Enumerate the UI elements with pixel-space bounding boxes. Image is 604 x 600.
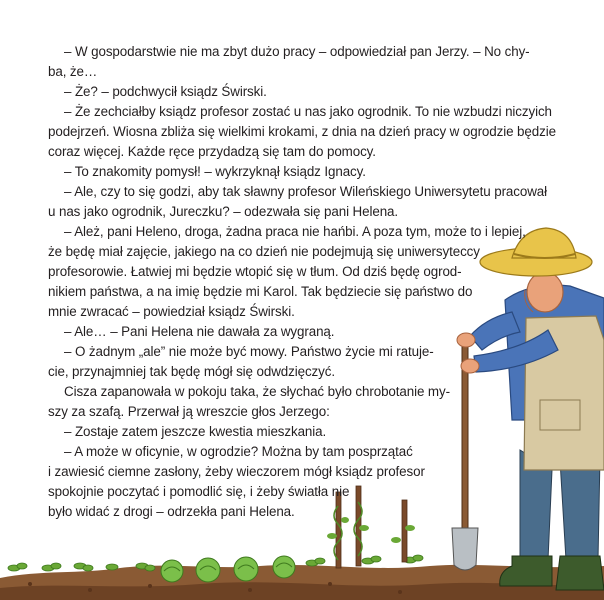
- text-line: u nas jako ogrodnik, Jureczku? – odezwała się pani Helena.: [48, 204, 399, 219]
- text-line: – A może w oficynie, w ogrodzie? Można by tam posprzątać: [64, 444, 413, 459]
- text-line: podejrzeń. Wiosna zbliża się wielkimi krokami, z dnia na dzień pracy w ogrodzie będzie: [48, 124, 556, 139]
- text-line: i zawiesić ciemne zasłony, żeby wieczorem mógł ksiądz profesor: [48, 464, 425, 479]
- text-line: – Ale, czy to się godzi, aby tak sławny profesor Wileńskiego Uniwersytetu pracował: [64, 184, 548, 199]
- text-line: mnie zwracać – powiedział ksiądz Świrski.: [48, 304, 295, 319]
- text-line: ba, że…: [48, 64, 98, 79]
- text-line: że będę miał zajęcie, jakiego na co dzień nie podejmują się uniwersyteccy: [48, 244, 480, 259]
- text-line: – Zostaje zatem jeszcze kwestia mieszkania.: [64, 424, 327, 439]
- text-line: Cisza zapanowała w pokoju taka, że słychać było chrobotanie my-: [64, 384, 450, 399]
- text-line: – O żadnym „ale” nie może być mowy. Państwo życie mi ratuje-: [64, 344, 434, 359]
- text-line: profesorowie. Łatwiej mi będzie wtopić się w tłum. Od dziś będę ogrod-: [48, 264, 462, 279]
- text-line: nikiem państwa, a na imię będzie mi Karol. Tak będziecie się państwo do: [48, 284, 473, 299]
- text-line: – To znakomity pomysł! – wykrzyknął ksiądz Ignacy.: [64, 164, 366, 179]
- text-line: – Że zechciałby ksiądz profesor zostać u nas jako ogrodnik. To nie wzbudzi niczyich: [64, 104, 552, 119]
- text-line: – W gospodarstwie nie ma zbyt dużo pracy – odpowiedział pan Jerzy. – No chy-: [64, 44, 530, 59]
- text-line: coraz więcej. Każde ręce przydadzą się tam do pomocy.: [48, 144, 376, 159]
- text-line: spokojnie poczytać i pomodlić się, i żeby światła nie: [48, 484, 350, 499]
- text-line: szy za szafą. Przerwał ją wreszcie głos Jerzego:: [48, 404, 330, 419]
- text-line: – Ależ, pani Heleno, droga, żadna praca nie hańbi. A poza tym, może to i lepiej,: [64, 224, 526, 239]
- text-line: – Ale… – Pani Helena nie dawała za wygraną.: [64, 324, 335, 339]
- text-line: cie, przynajmniej tak będę mógł się odwdzięczyć.: [48, 364, 335, 379]
- text-line: – Że? – podchwycił ksiądz Świrski.: [64, 84, 267, 99]
- text-line: było widać z drogi – odrzekła pani Helena.: [48, 504, 295, 519]
